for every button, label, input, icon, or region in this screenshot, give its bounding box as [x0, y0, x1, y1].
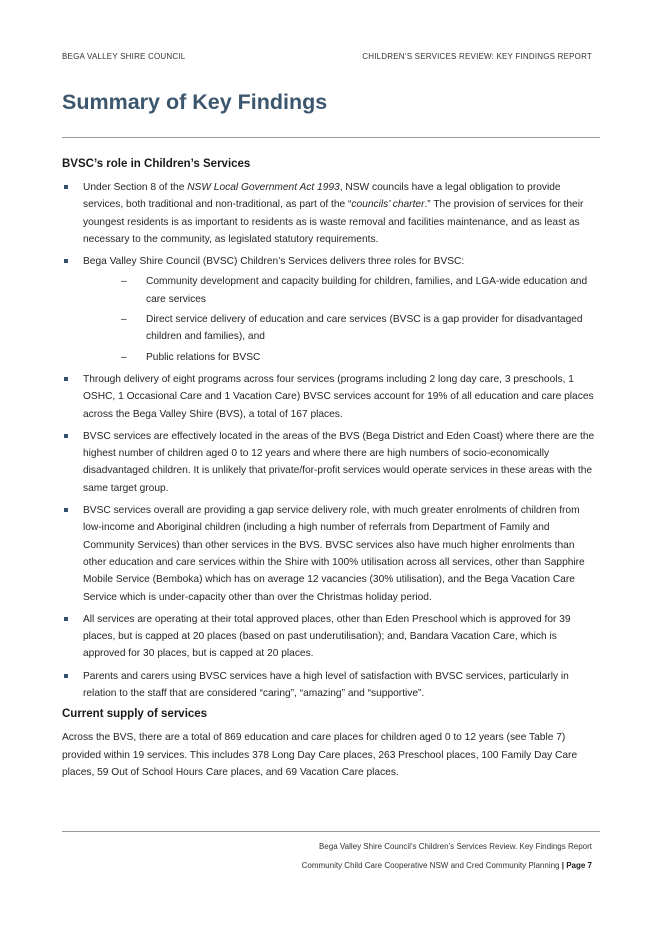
main-content	[62, 158, 600, 781]
footer-divider	[62, 831, 600, 832]
section-heading-current-supply: Current supply of services	[62, 708, 208, 721]
roles-sublist	[83, 273, 600, 365]
list-item	[62, 253, 600, 366]
footer-credits	[302, 861, 592, 870]
footer-authors: Community Child Care Cooperative NSW and Cred Community Planning	[301, 861, 560, 870]
running-header-left: BEGA VALLEY SHIRE COUNCIL	[62, 52, 186, 61]
sublist-item: – Direct service delivery of education and care services (BVSC is a gap provider for disadvantaged children and families), and	[83, 311, 600, 346]
bullet-text: , NSW councils have a legal obligation to provide services, both traditional and non-traditional, as part of the “	[83, 182, 561, 211]
running-header-right: CHILDREN’S SERVICES REVIEW: KEY FINDINGS REPORT	[362, 52, 592, 61]
sublist-item: – Public relations for BVSC	[83, 349, 600, 366]
key-findings-list	[62, 179, 600, 702]
list-item: BVSC services are effectively located in the areas of the BVS (Bega District and Eden Coast) where there are the highest number of children aged 0 to 12 years and where there are high numbers of socio-economically disadvantaged children. It is unlikely that private/for-profit services would operate services in these areas with the same target group.	[62, 428, 600, 497]
footer-report-title: Bega Valley Shire Council’s Children’s Services Review. Key Findings Report	[318, 842, 592, 851]
list-item: Through delivery of eight programs across four services (programs including 2 long day care, 3 preschools, 1 OSHC, 1 Occasional Care and 1 Vacation Care) BVSC services account for 19% of all education and care places across the Bega Valley Shire (BVS), a total of 167 places.	[62, 371, 600, 423]
bullet-text: .” The provision of services for their youngest residents is as important to residents as is waste removal and facilities maintenance, and as least as necessary to the community, as legislated statutory requirements.	[83, 199, 584, 245]
page-number: Page 7	[566, 861, 592, 870]
list-item: Parents and carers using BVSC services have a high level of satisfaction with BVSC services, particularly in relation to the staff that are considered “caring”, “amazing” and “supportive”.	[62, 668, 600, 703]
bullet-text: Bega Valley Shire Council (BVSC) Children’s Services delivers three roles for BVSC:	[83, 256, 465, 268]
list-item: BVSC services overall are providing a gap service delivery role, with much greater enrolments of children from low-income and Aboriginal children (including a high number of referrals from Department of Family and Community Services) than other services in the BVS. BVSC services also have much higher enrolments than other education and care services within the Shire with 100% utilisation across all services, other than Sapphire Mobile Service (Bemboka) which has on average 12 vacancies (30% utilisation), and the Bega Vacation Care Service which is under-capacity other than over the Christmas holiday period.	[62, 502, 600, 606]
act-name: NSW Local Government Act 1993	[187, 182, 340, 193]
supply-paragraph: Across the BVS, there are a total of 869 education and care places for children aged 0 to 12 years (see Table 7) provided within 19 services. This includes 378 Long Day Care places, 263 Preschool places, 100 Family Day Care places, 59 Out of School Hours Care places, and 69 Vacation Care places.	[62, 732, 578, 778]
list-item: All services are operating at their total approved places, other than Eden Preschool which is approved for 39 places, but is capped at 20 places (based on past underutilisation); and, Bandara Vacation Care, which is approved for 30 places, but is capped at 20 places.	[62, 611, 600, 663]
bullet-text: Under Section 8 of the	[83, 182, 188, 193]
title-divider	[62, 137, 600, 138]
list-item	[62, 179, 600, 248]
page-title: Summary of Key Findings	[62, 90, 328, 114]
charter-term: councils’ charter	[351, 199, 425, 211]
section-heading-bvsc-role: BVSC’s role in Children’s Services	[62, 158, 251, 170]
footer-separator: |	[559, 861, 567, 870]
sublist-item: – Community development and capacity building for children, families, and LGA-wide education and care services	[83, 273, 600, 308]
